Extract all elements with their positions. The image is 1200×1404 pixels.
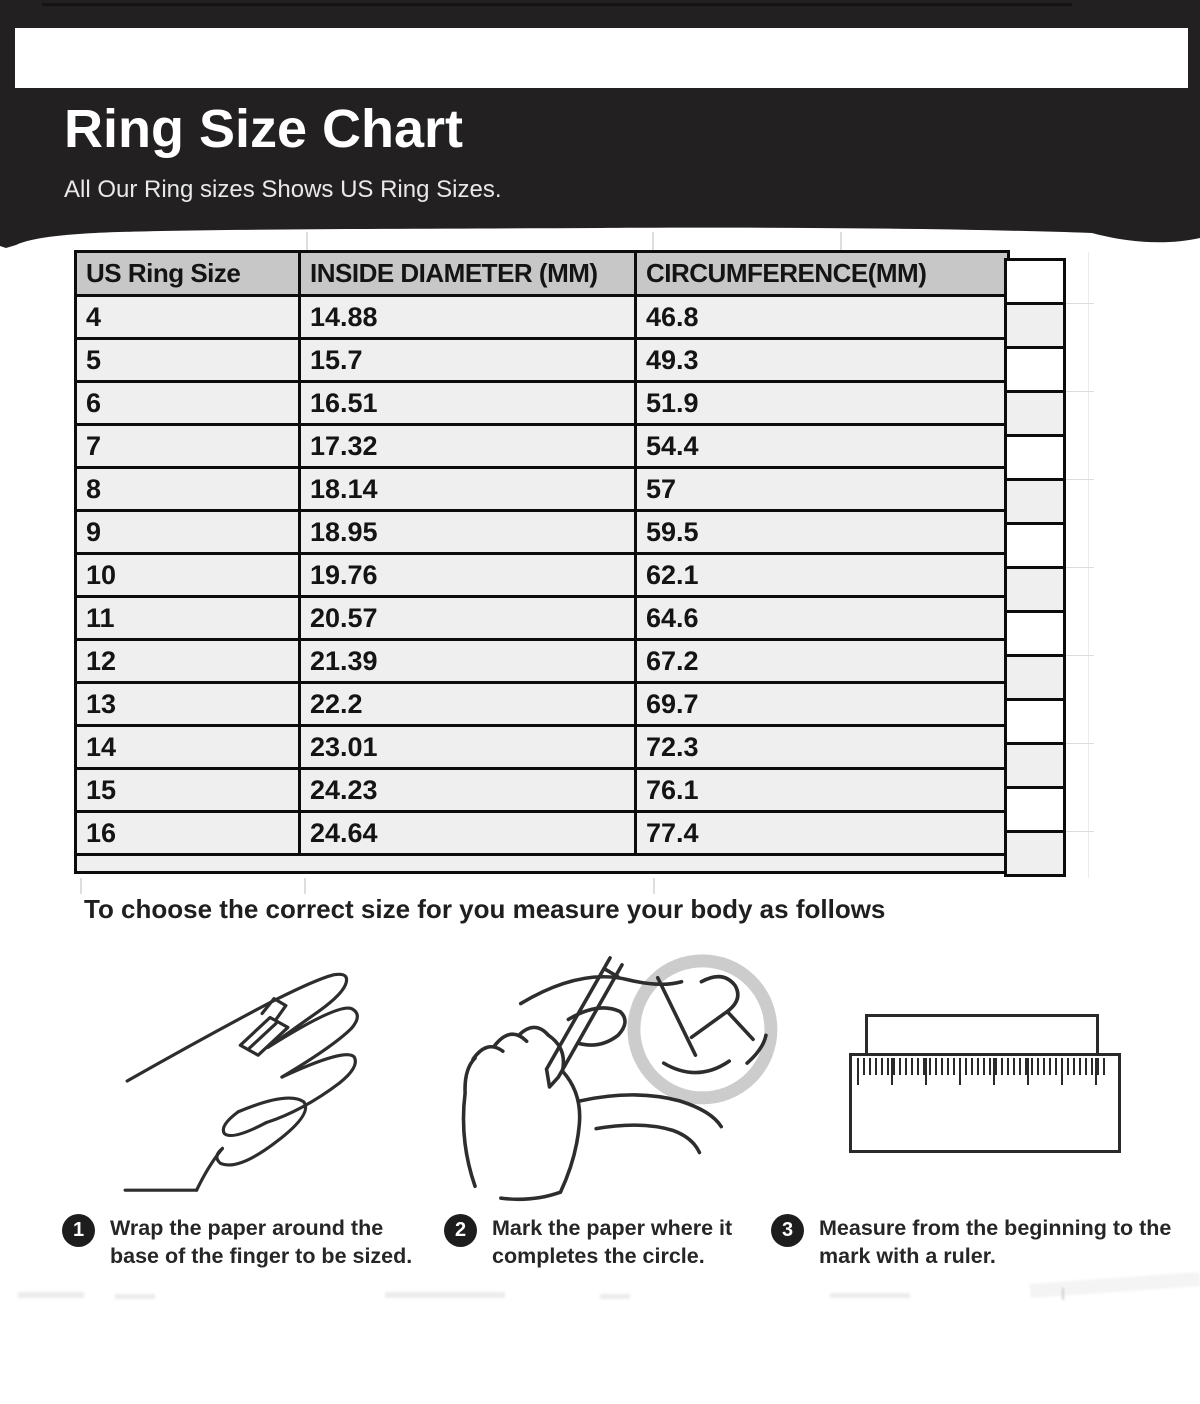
table-row bbox=[76, 726, 1009, 769]
spreadsheet-gridline bbox=[1088, 252, 1089, 878]
instructions-intro: To choose the correct size for you measure your body as follows bbox=[84, 894, 886, 924]
table-cell: 8 bbox=[76, 468, 300, 511]
extra-grid-cell bbox=[1007, 701, 1063, 745]
table-cell: 14.88 bbox=[300, 296, 636, 339]
table-cell: 17.32 bbox=[300, 425, 636, 468]
step-text: Mark the paper where it completes the circle. bbox=[492, 1216, 733, 1269]
spreadsheet-gridline bbox=[652, 232, 654, 250]
table-row bbox=[76, 468, 1009, 511]
ring-size-table-body bbox=[76, 296, 1009, 873]
table-cell: 67.2 bbox=[636, 640, 1009, 683]
table-cell: 54.4 bbox=[636, 425, 1009, 468]
table-cell: 16.51 bbox=[300, 382, 636, 425]
table-row bbox=[76, 640, 1009, 683]
table-cell: 24.64 bbox=[300, 812, 636, 855]
spreadsheet-gridline bbox=[80, 878, 82, 894]
smudge-mark bbox=[1030, 1272, 1200, 1298]
table-empty-row bbox=[76, 855, 1009, 873]
table-row bbox=[76, 554, 1009, 597]
spreadsheet-gridline bbox=[304, 878, 306, 894]
col-header-inside-diameter: INSIDE DIAMETER (MM) bbox=[300, 252, 636, 296]
table-row bbox=[76, 425, 1009, 468]
spreadsheet-extra-column bbox=[1004, 258, 1066, 877]
header-wave-edge bbox=[0, 226, 1200, 248]
table-cell: 18.14 bbox=[300, 468, 636, 511]
table-row bbox=[76, 683, 1009, 726]
table-cell: 23.01 bbox=[300, 726, 636, 769]
smudge-mark bbox=[600, 1294, 630, 1299]
smudge-mark bbox=[115, 1294, 155, 1299]
extra-grid-cell bbox=[1007, 657, 1063, 701]
table-cell: 76.1 bbox=[636, 769, 1009, 812]
spreadsheet-gridline bbox=[840, 232, 842, 250]
table-cell: 77.4 bbox=[636, 812, 1009, 855]
page-title: Ring Size Chart bbox=[64, 99, 464, 159]
col-header-us-ring-size: US Ring Size bbox=[76, 252, 300, 296]
step-number-badge: 3 bbox=[771, 1214, 804, 1247]
table-cell: 14 bbox=[76, 726, 300, 769]
table-row bbox=[76, 812, 1009, 855]
extra-grid-cell bbox=[1007, 393, 1063, 437]
extra-grid-cell bbox=[1007, 833, 1063, 874]
table-row bbox=[76, 382, 1009, 425]
table-cell: 12 bbox=[76, 640, 300, 683]
table-cell: 18.95 bbox=[300, 511, 636, 554]
table-row bbox=[76, 339, 1009, 382]
table-row bbox=[76, 769, 1009, 812]
table-cell: 21.39 bbox=[300, 640, 636, 683]
step-text: Measure from the beginning to the mark with a ruler. bbox=[819, 1216, 1172, 1269]
col-header-circumference: CIRCUMFERENCE(MM) bbox=[636, 252, 1009, 296]
extra-grid-cell bbox=[1007, 525, 1063, 569]
table-row bbox=[76, 296, 1009, 339]
ruler-minor-ticks bbox=[857, 1058, 1109, 1075]
table-cell: 20.57 bbox=[300, 597, 636, 640]
table-cell: 16 bbox=[76, 812, 300, 855]
table-cell: 6 bbox=[76, 382, 300, 425]
table-cell: 64.6 bbox=[636, 597, 1009, 640]
ring-size-table bbox=[74, 250, 1010, 874]
extra-grid-cell bbox=[1007, 613, 1063, 657]
top-white-strip bbox=[15, 28, 1188, 88]
step-3 bbox=[771, 1214, 1179, 1271]
smudge-mark bbox=[830, 1293, 910, 1298]
table-cell: 19.76 bbox=[300, 554, 636, 597]
pencil-marking-illustration bbox=[450, 942, 790, 1220]
table-cell: 62.1 bbox=[636, 554, 1009, 597]
smudge-mark bbox=[1062, 1288, 1064, 1300]
table-cell: 49.3 bbox=[636, 339, 1009, 382]
table-cell: 72.3 bbox=[636, 726, 1009, 769]
table-cell: 11 bbox=[76, 597, 300, 640]
spreadsheet-gridline bbox=[306, 232, 308, 250]
table-cell: 59.5 bbox=[636, 511, 1009, 554]
table-header-row bbox=[76, 252, 1009, 296]
table-row bbox=[76, 511, 1009, 554]
table-cell: 24.23 bbox=[300, 769, 636, 812]
step-text: Wrap the paper around the base of the finger to be sized. bbox=[110, 1216, 413, 1269]
table-cell: 15.7 bbox=[300, 339, 636, 382]
page-subtitle: All Our Ring sizes Shows US Ring Sizes. bbox=[64, 176, 502, 203]
step-1 bbox=[62, 1214, 434, 1271]
smudge-mark bbox=[385, 1292, 505, 1298]
table-cell: 22.2 bbox=[300, 683, 636, 726]
smudge-mark bbox=[18, 1292, 84, 1298]
table-cell bbox=[76, 855, 1009, 873]
extra-grid-cell bbox=[1007, 349, 1063, 393]
top-bar-inner-line bbox=[42, 3, 1072, 6]
table-cell: 13 bbox=[76, 683, 300, 726]
table-cell: 69.7 bbox=[636, 683, 1009, 726]
table-cell: 51.9 bbox=[636, 382, 1009, 425]
table-cell: 5 bbox=[76, 339, 300, 382]
step-number-badge: 2 bbox=[444, 1214, 477, 1247]
extra-grid-cell bbox=[1007, 305, 1063, 349]
extra-grid-cell bbox=[1007, 789, 1063, 833]
table-row bbox=[76, 597, 1009, 640]
extra-grid-cell bbox=[1007, 261, 1063, 305]
step-number-badge: 1 bbox=[62, 1214, 95, 1247]
table-cell: 4 bbox=[76, 296, 300, 339]
table-cell: 10 bbox=[76, 554, 300, 597]
extra-grid-cell bbox=[1007, 437, 1063, 481]
extra-grid-cell bbox=[1007, 569, 1063, 613]
spreadsheet-gridline bbox=[653, 878, 655, 894]
table-cell: 57 bbox=[636, 468, 1009, 511]
extra-grid-cell bbox=[1007, 745, 1063, 789]
hand-paper-illustration bbox=[110, 952, 440, 1210]
table-cell: 7 bbox=[76, 425, 300, 468]
step-2 bbox=[444, 1214, 764, 1271]
ruler-illustration bbox=[845, 1008, 1140, 1168]
table-cell: 15 bbox=[76, 769, 300, 812]
table-cell: 46.8 bbox=[636, 296, 1009, 339]
table-cell: 9 bbox=[76, 511, 300, 554]
extra-grid-cell bbox=[1007, 481, 1063, 525]
